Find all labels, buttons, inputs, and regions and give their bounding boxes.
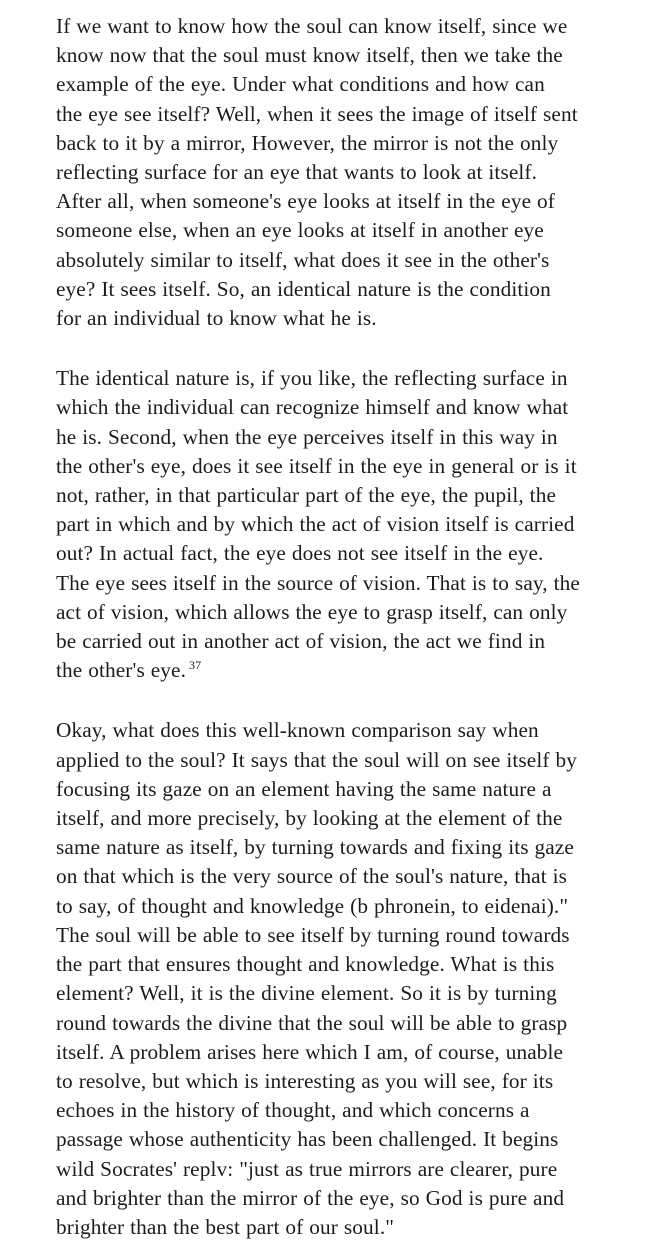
paragraph-3 [56, 716, 629, 1242]
paragraph-2-text: The identical nature is, if you like, the reflecting surface in which the individual can recognize himself and know what he is. Second, when the eye perceives itself in this way in the other's eye, does it see itself in the eye in general or is it not, rather, in that particular part of the eye, the pupil, the part in which and by which the act of vision itself is carried out? In actual fact, the eye does not see itself in the eye. The eye sees itself in the source of vision. That is to say, the act of vision, which allows the eye to grasp itself, can only be carried out in another act of vision, the act we find in the other's eye. [56, 366, 580, 683]
footnote-marker: 37 [189, 658, 202, 673]
paragraph-3-text: Okay, what does this well-known comparison say when applied to the soul? It says that the soul will on see itself by focusing its gaze on an element having the same nature a itself, and more precisely, by looking at the element of the same nature as itself, by turning towards and fixing its gaze on that which is the very source of the soul's nature, that is to say, of thought and knowledge (b phronein, to eidenai)." The soul will be able to see itself by turning round towards the part that ensures thought and knowledge. What is this element? Well, it is the divine element. So it is by turning round towards the divine that the soul will be able to grasp itself. A problem arises here which I am, of course, unable to resolve, but which is interesting as you will see, for its echoes in the history of thought, and which concerns a passage whose authenticity has been challenged. It begins wild Socrates' replv: "just as true mirrors are clearer, pure and brighter than the mirror of the eye, so God is pure and brighter than the best part of our soul." [56, 718, 577, 1239]
paragraph-1 [56, 12, 629, 333]
paragraph-1-text: If we want to know how the soul can know itself, since we know now that the soul must know itself, then we take the example of the eye. Under what conditions and how can the eye see itself? Well, when it sees the image of itself sent back to it by a mirror, However, the mirror is not the only reflecting surface for an eye that wants to look at itself. After all, when someone's eye looks at itself in the eye of someone else, when an eye looks at itself in another eye absolutely similar to itself, what does it see in the other's eye? It sees itself. So, an identical nature is the condition for an individual to know what he is. [56, 14, 578, 331]
paragraph-2 [56, 364, 629, 685]
